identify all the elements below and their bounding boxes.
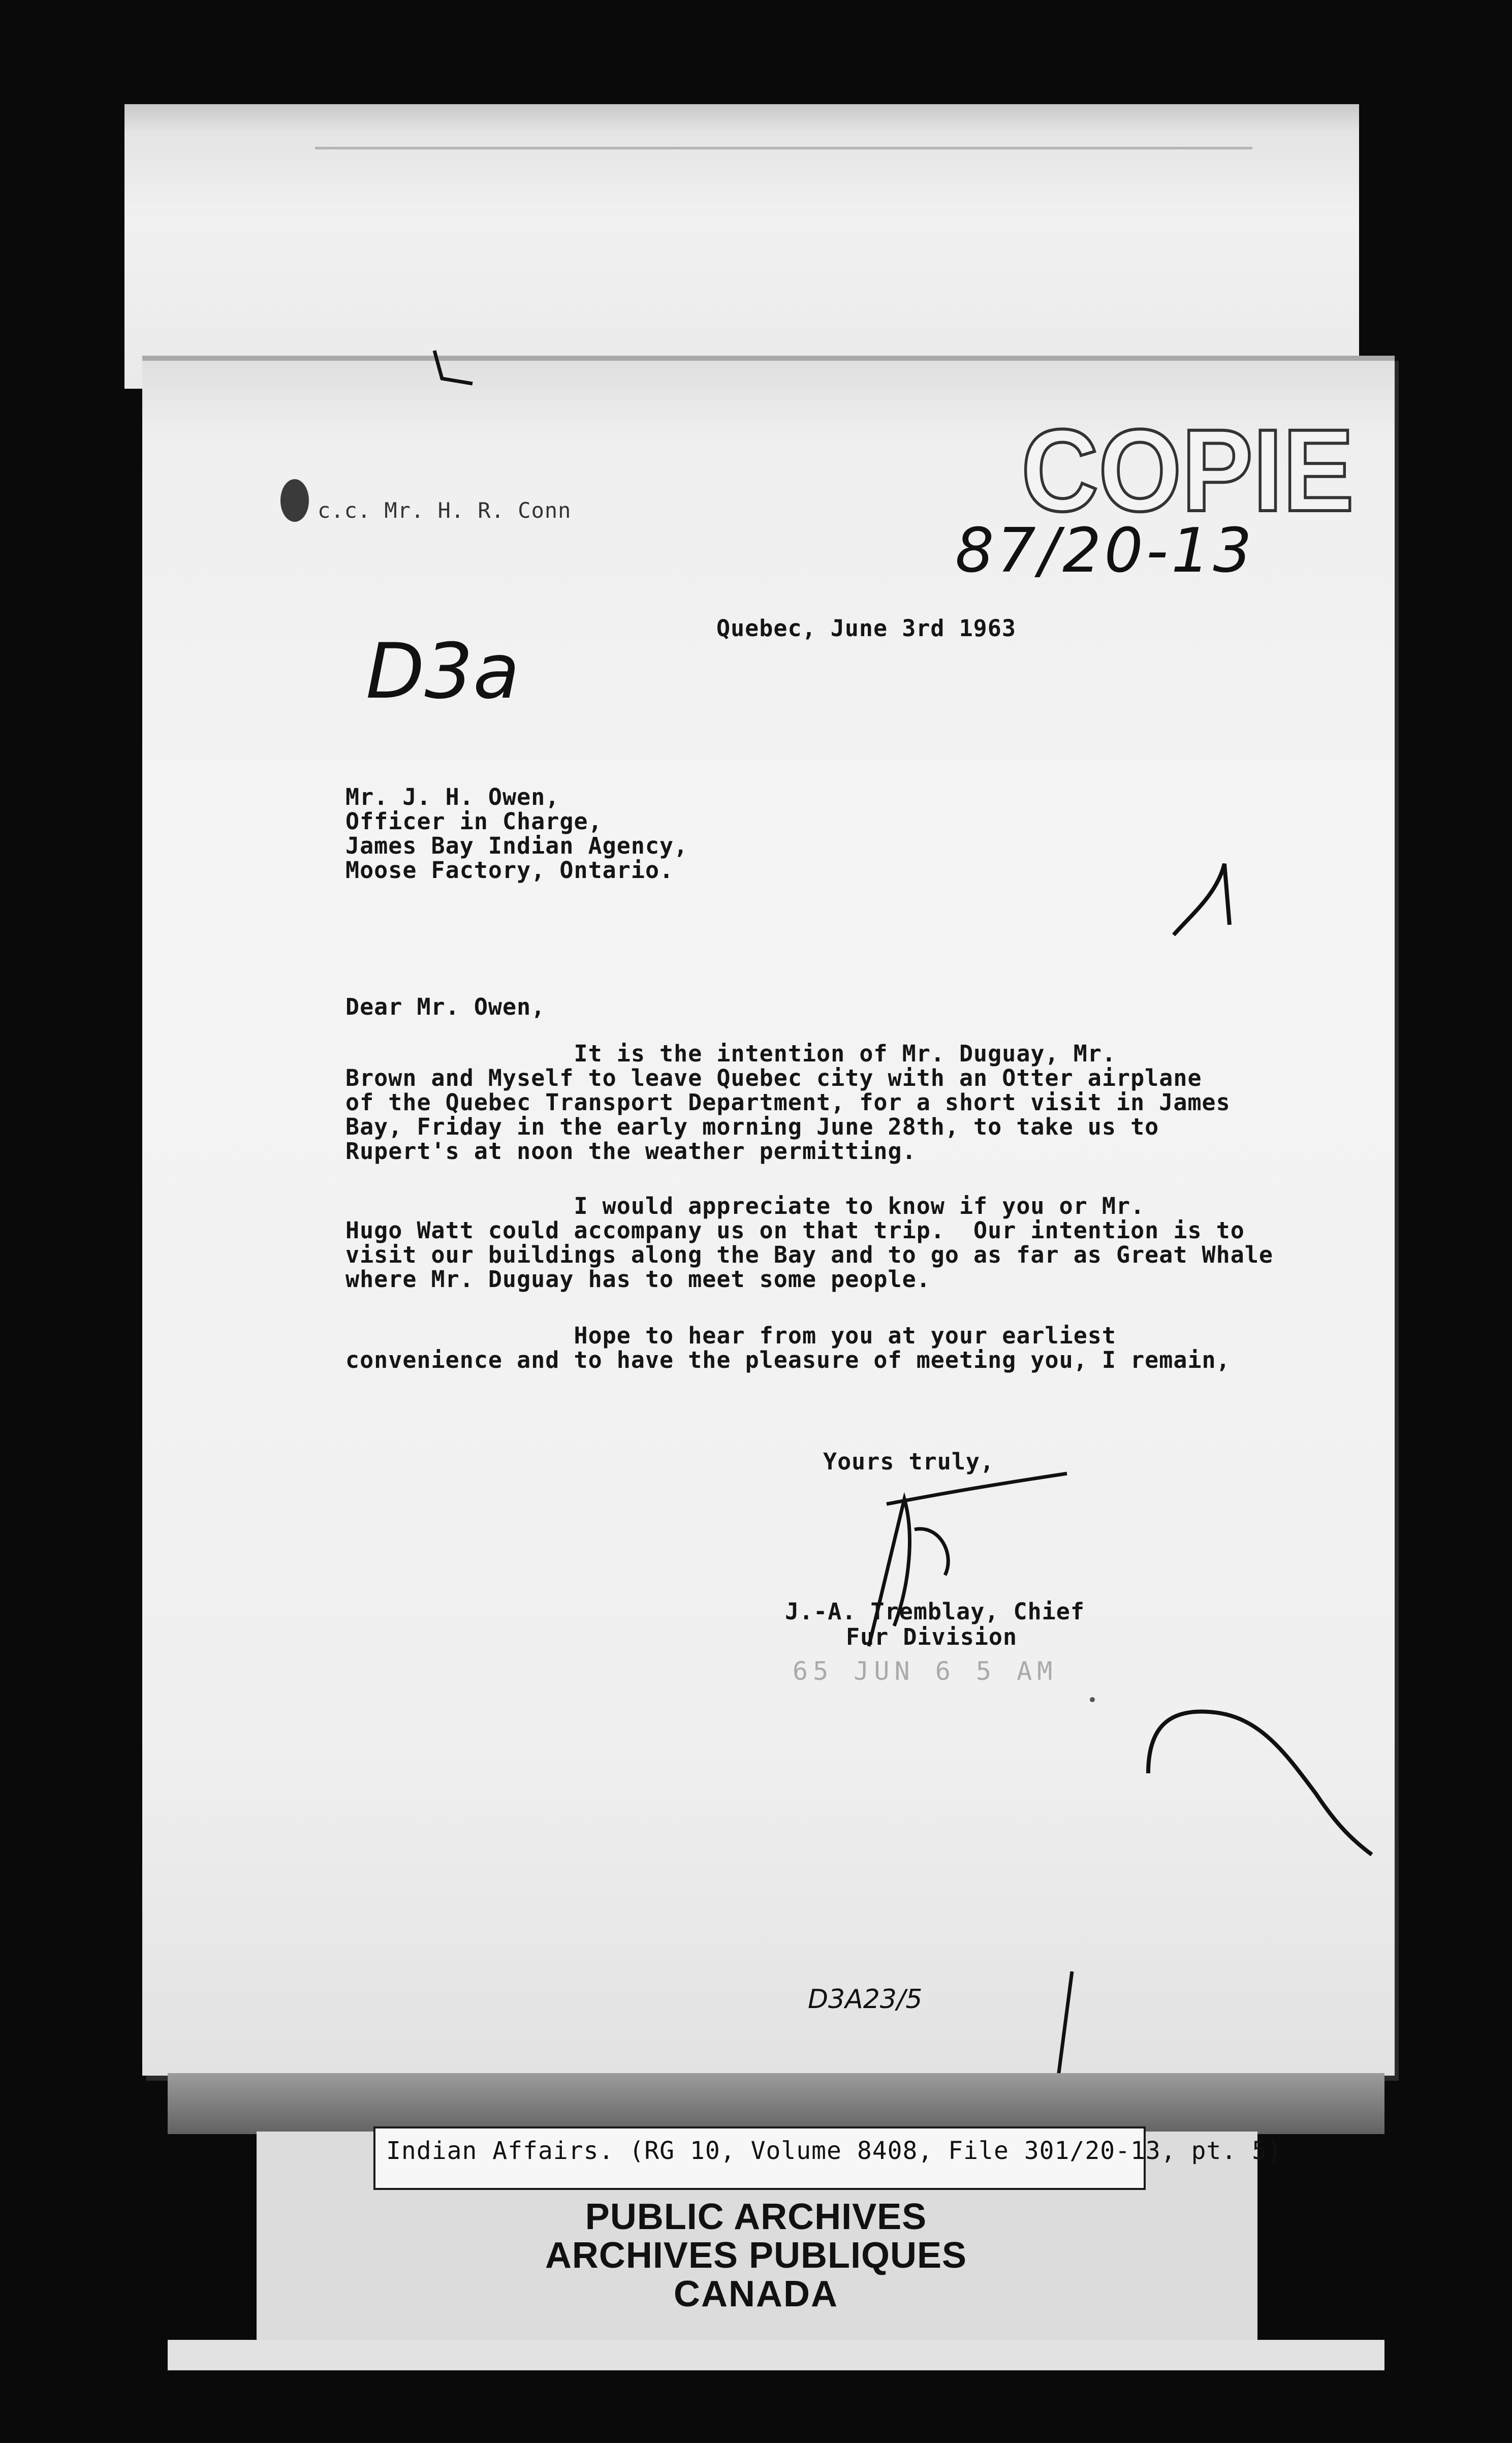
cc-line: c.c. Mr. H. R. Conn: [318, 498, 572, 523]
signatory-division: Fur Division: [846, 1623, 1018, 1650]
copie-stamp-text: COPIE: [1021, 422, 1354, 523]
bottom-stroke: [1057, 1971, 1072, 2088]
letter-paragraph-1: It is the intention of Mr. Duguay, Mr. Brown and Myself to leave Quebec city with an Otter airplane of the Quebec Transport Department, for a short visit in James Bay, Friday in the early morning June 28th, to take us to Rupert's at noon the weather permitting.: [345, 1040, 1231, 1165]
dot-mark: [1090, 1697, 1095, 1702]
archive-reference: Indian Affairs. (RG 10, Volume 8408, File 301/20-13, pt. 5): [386, 2137, 1283, 2165]
margin-curve: [1148, 1712, 1372, 1855]
recipient-line: James Bay Indian Agency,: [345, 832, 688, 859]
recipient-line: Officer in Charge,: [345, 808, 603, 835]
salutation: Dear Mr. Owen,: [345, 993, 546, 1020]
handwritten-bottom-mark: D3A23/5: [808, 1984, 923, 2015]
received-date-stamp: 65 JUN 6 5 AM: [793, 1656, 1058, 1686]
closing: Yours truly,: [823, 1448, 995, 1475]
bottom-strip: [168, 2073, 1384, 2134]
letter-dateline: Quebec, June 3rd 1963: [716, 615, 1016, 642]
ink-blot: [280, 479, 309, 522]
letter-paragraph-2: I would appreciate to know if you or Mr. Hugo Watt could accompany us on that trip. Our intention is to visit our buildings along the Bay and to go as far as Great Whale where Mr. Duguay has to meet some people.: [345, 1193, 1273, 1293]
recipient-line: Mr. J. H. Owen,: [345, 784, 560, 810]
archive-name-fr: ARCHIVES PUBLIQUES: [545, 2235, 967, 2276]
archive-name-en: PUBLIC ARCHIVES: [585, 2197, 927, 2237]
archive-country: CANADA: [674, 2274, 838, 2314]
letter-paragraph-3: Hope to hear from you at your earliest convenience and to have the pleasure of meeting you, I remain,: [345, 1322, 1231, 1373]
handwritten-class-mark: D3a: [366, 628, 520, 716]
margin-tick: [1174, 864, 1230, 935]
signatory-name: J.-A. Tremblay, Chief: [785, 1598, 1085, 1625]
signature-scrawl: [869, 1474, 1067, 1646]
handwritten-file-number: 87/20-13: [955, 516, 1255, 586]
check-mark: [434, 351, 472, 384]
label-base: [168, 2340, 1384, 2370]
recipient-line: Moose Factory, Ontario.: [345, 857, 674, 884]
